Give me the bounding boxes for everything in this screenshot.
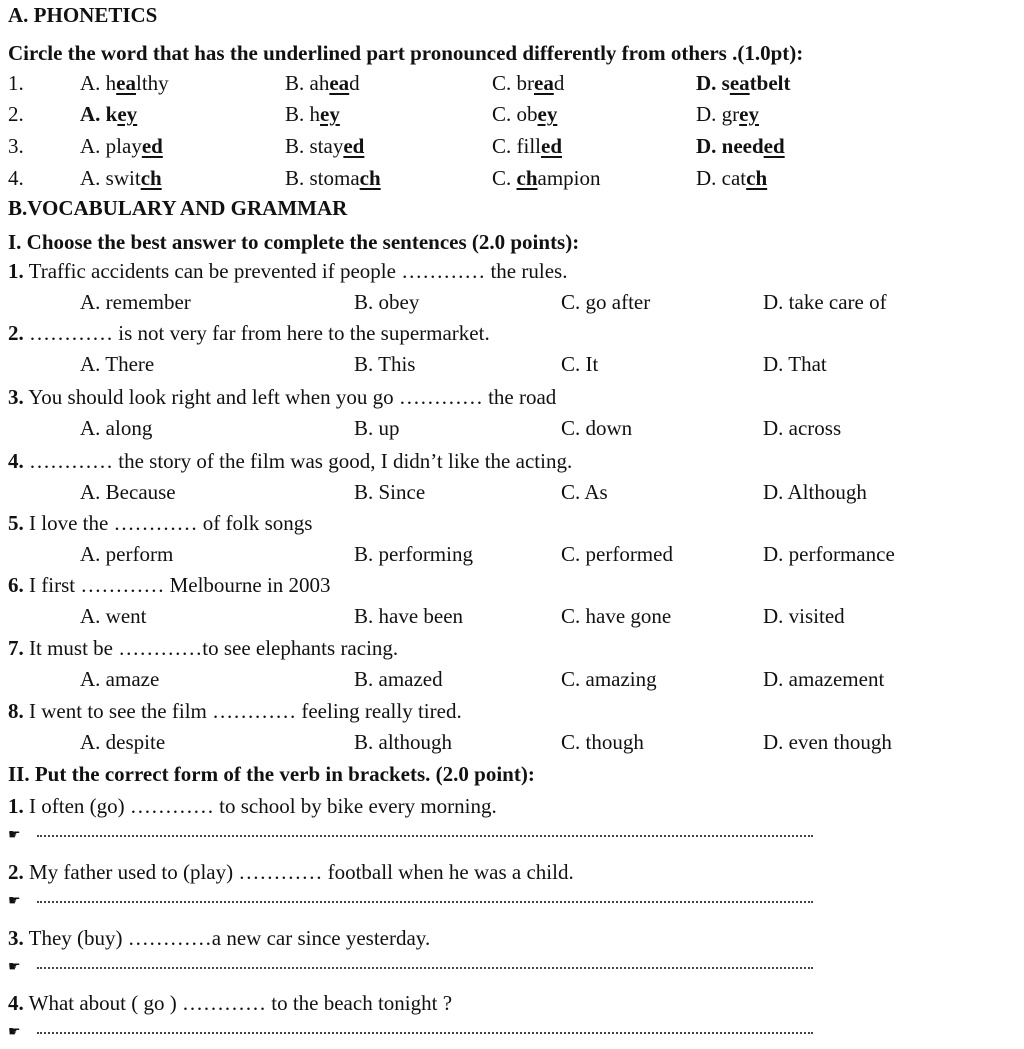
option-text: D. s (696, 71, 730, 95)
answer-option[interactable] (696, 68, 791, 98)
phonetics-row (0, 68, 1024, 98)
answer-option[interactable] (492, 99, 557, 129)
option-text: A. swit (80, 166, 141, 190)
question-number: 6. (8, 573, 24, 597)
phonetics-row (0, 131, 1024, 161)
question-text: Traffic accidents can be prevented if people ………… the rules. (23, 259, 568, 283)
answer-option[interactable]: A. despite (80, 730, 166, 754)
question-text: You should look right and left when you go ………… the road (23, 385, 557, 409)
question-number: 4. (8, 449, 24, 473)
question-number: 3. (8, 134, 24, 158)
underlined-part: ey (320, 102, 340, 126)
answer-option[interactable] (696, 131, 785, 161)
answer-option[interactable]: B. performing (354, 542, 473, 566)
answer-line[interactable] (0, 1018, 1024, 1048)
pointing-hand-icon: ☛ (8, 960, 21, 975)
answer-option[interactable]: A. along (80, 416, 153, 440)
part-ii-heading: II. Put the correct form of the verb in brackets. (2.0 point): (8, 762, 535, 786)
underlined-part: ey (117, 102, 138, 126)
answer-option[interactable] (80, 99, 137, 129)
underlined-part: ch (746, 166, 768, 190)
underlined-part: ea (116, 71, 136, 95)
answer-option[interactable]: D. visited (763, 604, 845, 628)
option-text: D. need (696, 134, 764, 158)
dotted-answer-line (37, 1032, 813, 1034)
question-line (0, 256, 1024, 286)
answer-option[interactable]: B. This (354, 352, 416, 376)
answer-option[interactable]: A. Because (80, 480, 176, 504)
option-text: D. gr (696, 102, 740, 126)
question-text: They (buy) …………a new car since yesterday. (23, 926, 431, 950)
pointing-hand-icon: ☛ (8, 1025, 21, 1040)
question-line (0, 791, 1024, 821)
options-line (0, 477, 1024, 507)
option-text: tbelt (749, 71, 791, 95)
question-number: 5. (8, 511, 24, 535)
question-number: 4. (8, 166, 24, 190)
answer-option[interactable] (492, 68, 564, 98)
underlined-part: ea (329, 71, 350, 95)
answer-option[interactable]: C. go after (561, 290, 651, 314)
options-line (0, 601, 1024, 631)
answer-option[interactable]: A. remember (80, 290, 191, 314)
part-i-heading: I. Choose the best answer to complete the sentences (2.0 points): (8, 230, 580, 254)
answer-line[interactable] (0, 887, 1024, 917)
answer-line[interactable] (0, 953, 1024, 983)
question-line (0, 318, 1024, 348)
question-number: 3. (8, 385, 24, 409)
question-line (0, 570, 1024, 600)
answer-option[interactable]: B. up (354, 416, 400, 440)
answer-option[interactable] (492, 163, 601, 193)
answer-option[interactable]: C. amazing (561, 667, 657, 691)
answer-option[interactable]: C. As (561, 480, 608, 504)
answer-option[interactable] (285, 131, 364, 161)
question-text: What about ( go ) ………… to the beach tonight ? (23, 991, 453, 1015)
question-number: 2. (8, 321, 24, 345)
answer-option[interactable] (696, 163, 767, 193)
answer-option[interactable]: C. It (561, 352, 599, 376)
answer-option[interactable]: C. though (561, 730, 644, 754)
option-text: d (349, 71, 360, 95)
answer-option[interactable] (696, 99, 759, 129)
question-line (0, 923, 1024, 953)
answer-option[interactable] (285, 99, 340, 129)
answer-option[interactable] (80, 163, 162, 193)
answer-option[interactable]: A. amaze (80, 667, 160, 691)
question-line (0, 696, 1024, 726)
answer-option[interactable]: D. Although (763, 480, 867, 504)
question-number: 1. (8, 71, 24, 95)
pointing-hand-icon: ☛ (8, 894, 21, 909)
question-number: 7. (8, 636, 24, 660)
underlined-part: ed (763, 134, 785, 158)
question-number: 2. (8, 102, 24, 126)
question-number: 1. (8, 794, 24, 818)
option-text: B. h (285, 102, 321, 126)
question-line (0, 446, 1024, 476)
option-text: B. ah (285, 71, 330, 95)
answer-option[interactable]: D. amazement (763, 667, 885, 691)
option-text: lthy (136, 71, 169, 95)
answer-option[interactable]: D. even though (763, 730, 892, 754)
option-text: B. stay (285, 134, 344, 158)
question-line (0, 382, 1024, 412)
options-line (0, 349, 1024, 379)
option-text: A. play (80, 134, 142, 158)
options-line (0, 539, 1024, 569)
option-text: C. br (492, 71, 534, 95)
section-a-heading: A. PHONETICS (8, 3, 158, 27)
question-line (0, 857, 1024, 887)
underlined-part: ed (541, 134, 563, 158)
phonetics-row (0, 99, 1024, 129)
phonetics-row (0, 163, 1024, 193)
answer-option[interactable]: C. down (561, 416, 633, 440)
question-text: ………… is not very far from here to the supermarket. (23, 321, 490, 345)
option-text: A. k (80, 102, 118, 126)
answer-option[interactable] (285, 68, 360, 98)
answer-option[interactable] (80, 131, 163, 161)
answer-option[interactable]: A. There (80, 352, 155, 376)
answer-option[interactable] (285, 163, 381, 193)
question-number: 2. (8, 860, 24, 884)
dotted-answer-line (37, 967, 813, 969)
section-b-heading: B.VOCABULARY AND GRAMMAR (8, 196, 348, 220)
dotted-answer-line (37, 835, 813, 837)
answer-option[interactable]: D. take care of (763, 290, 887, 314)
question-text: I went to see the film ………… feeling really tired. (23, 699, 462, 723)
answer-option[interactable]: B. obey (354, 290, 420, 314)
question-line (0, 633, 1024, 663)
question-line (0, 508, 1024, 538)
question-line (0, 988, 1024, 1018)
option-text: C. fill (492, 134, 542, 158)
answer-option[interactable]: D. across (763, 416, 842, 440)
question-text: I love the ………… of folk songs (23, 511, 313, 535)
section-a-instruction: Circle the word that has the underlined part pronounced differently from others .(1.0pt): (8, 41, 804, 65)
answer-option[interactable]: B. although (354, 730, 452, 754)
question-number: 3. (8, 926, 24, 950)
question-number: 4. (8, 991, 24, 1015)
option-text: d (553, 71, 565, 95)
option-text: B. stoma (285, 166, 360, 190)
answer-option[interactable]: D. That (763, 352, 827, 376)
question-text: My father used to (play) ………… football when he was a child. (23, 860, 574, 884)
option-text: C. (492, 166, 517, 190)
question-number: 8. (8, 699, 24, 723)
question-text: ………… the story of the film was good, I didn’t like the acting. (23, 449, 573, 473)
question-text: I first ………… Melbourne in 2003 (23, 573, 331, 597)
question-number: 1. (8, 259, 24, 283)
underlined-part: ch (359, 166, 381, 190)
underlined-part: ed (141, 134, 163, 158)
underlined-part: ey (739, 102, 759, 126)
option-text: ampion (537, 166, 601, 190)
answer-option[interactable]: C. have gone (561, 604, 672, 628)
option-text: D. cat (696, 166, 747, 190)
options-line (0, 727, 1024, 757)
options-line (0, 664, 1024, 694)
options-line (0, 413, 1024, 443)
underlined-part: ea (534, 71, 554, 95)
answer-option[interactable] (80, 68, 169, 98)
underlined-part: ey (537, 102, 558, 126)
underlined-part: ch (140, 166, 162, 190)
underlined-part: ea (729, 71, 750, 95)
option-text: A. h (80, 71, 117, 95)
answer-option[interactable]: A. went (80, 604, 147, 628)
answer-option[interactable]: B. have been (354, 604, 464, 628)
underlined-part: ch (516, 166, 538, 190)
pointing-hand-icon: ☛ (8, 828, 21, 843)
answer-option[interactable]: B. Since (354, 480, 426, 504)
dotted-answer-line (37, 901, 813, 903)
underlined-part: ed (343, 134, 365, 158)
question-text: I often (go) ………… to school by bike every morning. (23, 794, 497, 818)
answer-option[interactable]: C. performed (561, 542, 673, 566)
answer-option[interactable] (492, 131, 562, 161)
options-line (0, 287, 1024, 317)
answer-option[interactable]: D. performance (763, 542, 895, 566)
answer-option[interactable]: A. perform (80, 542, 174, 566)
answer-option[interactable]: B. amazed (354, 667, 443, 691)
question-text: It must be …………to see elephants racing. (23, 636, 399, 660)
answer-line[interactable] (0, 821, 1024, 851)
option-text: C. ob (492, 102, 538, 126)
